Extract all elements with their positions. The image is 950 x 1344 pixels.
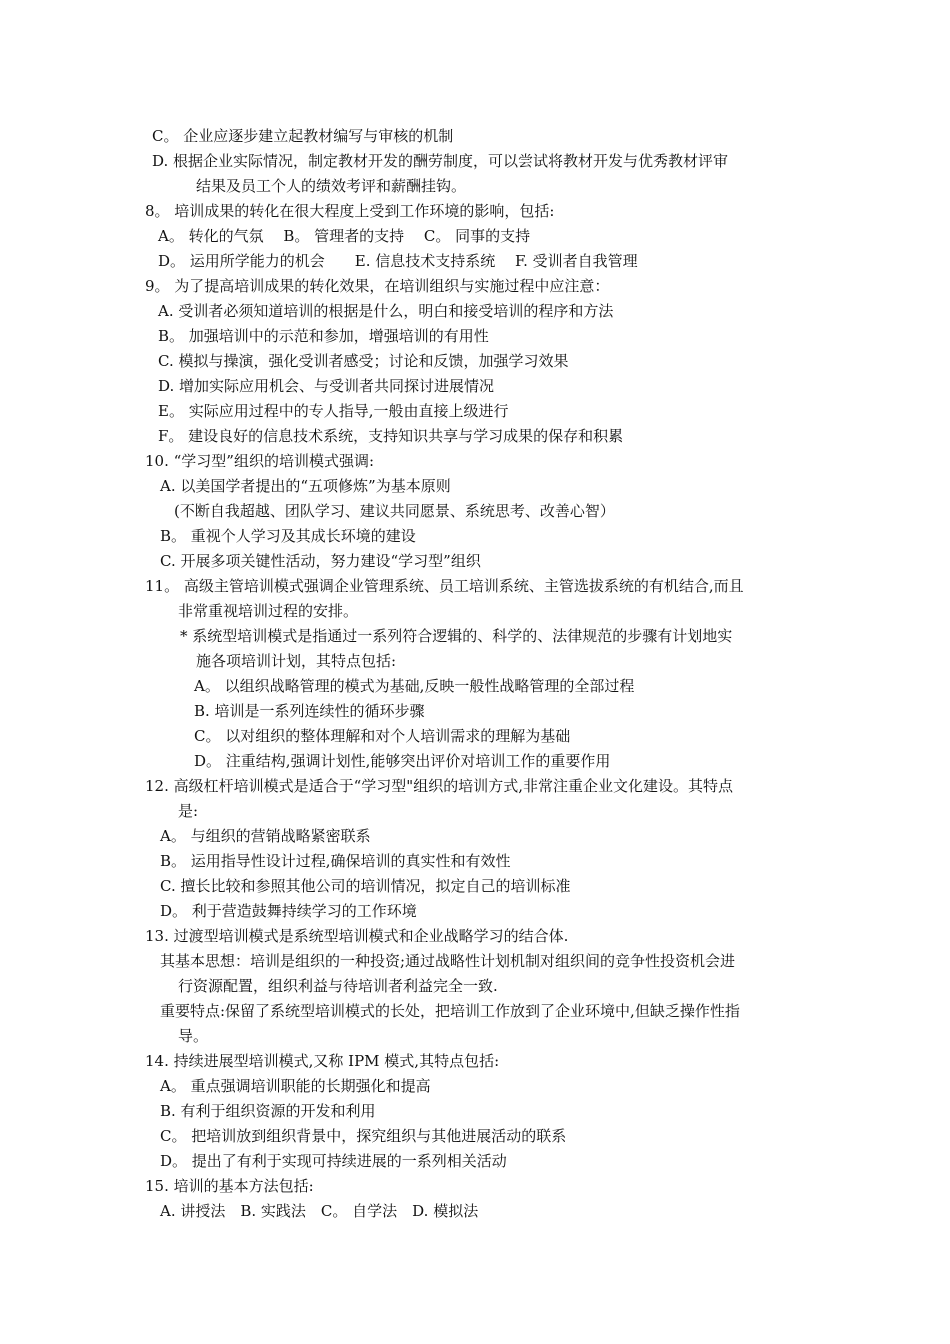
text-line: B。 加强培训中的示范和参加，增强培训的有用性	[158, 327, 489, 345]
text-line: D。 运用所学能力的机会 E. 信息技术支持系统 F. 受训者自我管理	[158, 252, 638, 270]
question-15: 15. 培训的基本方法包括:	[145, 1177, 314, 1195]
text-line: 导。	[178, 1027, 209, 1045]
text-line: D。 利于营造鼓舞持续学习的工作环境	[160, 902, 417, 920]
text-line: A。 转化的气氛 B。 管理者的支持 C。 同事的支持	[158, 227, 531, 245]
text-line: A. 受训者必须知道培训的根据是什么，明白和接受培训的程序和方法	[158, 302, 614, 320]
text-line: C. 开展多项关键性活动，努力建设“学习型”组织	[160, 552, 481, 570]
text-line: * 系统型培训模式是指通过一系列符合逻辑的、科学的、法律规范的步骤有计划地实	[180, 627, 733, 645]
text-line: C。 企业应逐步建立起教材编写与审核的机制	[152, 127, 454, 145]
text-line: A。 与组织的营销战略紧密联系	[160, 827, 371, 845]
question-10: 10. “学习型”组织的培训模式强调:	[145, 452, 375, 470]
text-line: B。 运用指导性设计过程,确保培训的真实性和有效性	[160, 852, 511, 870]
text-line: D. 根据企业实际情况，制定教材开发的酬劳制度，可以尝试将教材开发与优秀教材评审	[152, 152, 729, 170]
text-line: A。 重点强调培训职能的长期强化和提高	[160, 1077, 431, 1095]
text-line: 重要特点:保留了系统型培训模式的长处，把培训工作放到了企业环境中,但缺乏操作性指	[160, 1002, 740, 1020]
text-line: 施各项培训计划，其特点包括:	[196, 652, 397, 670]
text-line: C. 擅长比较和参照其他公司的培训情况，拟定自己的培训标准	[160, 877, 571, 895]
text-line: A. 以美国学者提出的“五项修炼”为基本原则	[160, 477, 451, 495]
text-line: B. 培训是一系列连续性的循环步骤	[194, 702, 425, 720]
text-line: D。 提出了有利于实现可持续进展的一系列相关活动	[160, 1152, 507, 1170]
question-8: 8。 培训成果的转化在很大程度上受到工作环境的影响，包括:	[145, 202, 555, 220]
text-line: A。 以组织战略管理的模式为基础,反映一般性战略管理的全部过程	[194, 677, 635, 695]
text-line: C。 以对组织的整体理解和对个人培训需求的理解为基础	[194, 727, 571, 745]
text-line: 结果及员工个人的绩效考评和薪酬挂钩。	[196, 177, 467, 195]
text-line: C. 模拟与操演，强化受训者感受；讨论和反馈，加强学习效果	[158, 352, 569, 370]
text-line: 是:	[178, 802, 199, 820]
text-line: E。 实际应用过程中的专人指导,一般由直接上级进行	[158, 402, 509, 420]
question-13: 13. 过渡型培训模式是系统型培训模式和企业战略学习的结合体.	[145, 927, 569, 945]
text-line: B. 有利于组织资源的开发和利用	[160, 1102, 376, 1120]
text-line: D。 注重结构,强调计划性,能够突出评价对培训工作的重要作用	[194, 752, 611, 770]
question-12: 12. 高级杠杆培训模式是适合于“学习型"组织的培训方式,非常注重企业文化建设。其特点	[145, 777, 733, 795]
text-line: F。 建设良好的信息技术系统，支持知识共享与学习成果的保存和积累	[158, 427, 624, 445]
text-line: 非常重视培训过程的安排。	[178, 602, 359, 620]
text-line: A. 讲授法 B. 实践法 C。 自学法 D. 模拟法	[160, 1202, 479, 1220]
text-line: D. 增加实际应用机会、与受训者共同探讨进展情况	[158, 377, 495, 395]
question-14: 14. 持续进展型培训模式,又称 IPM 模式,其特点包括:	[145, 1052, 500, 1070]
question-11: 11。 高级主管培训模式强调企业管理系统、员工培训系统、主管选拔系统的有机结合,而且	[145, 577, 744, 595]
text-line: (不断自我超越、团队学习、建议共同愿景、系统思考、改善心智）	[174, 502, 615, 520]
text-line: 其基本思想：培训是组织的一种投资;通过战略性计划机制对组织间的竞争性投资机会进	[160, 952, 736, 970]
text-line: B。 重视个人学习及其成长环境的建设	[160, 527, 416, 545]
text-line: C。 把培训放到组织背景中，探究组织与其他进展活动的联系	[160, 1127, 567, 1145]
text-line: 行资源配置，组织利益与待培训者利益完全一致.	[178, 977, 498, 995]
question-9: 9。 为了提高培训成果的转化效果，在培训组织与实施过程中应注意：	[145, 277, 610, 295]
